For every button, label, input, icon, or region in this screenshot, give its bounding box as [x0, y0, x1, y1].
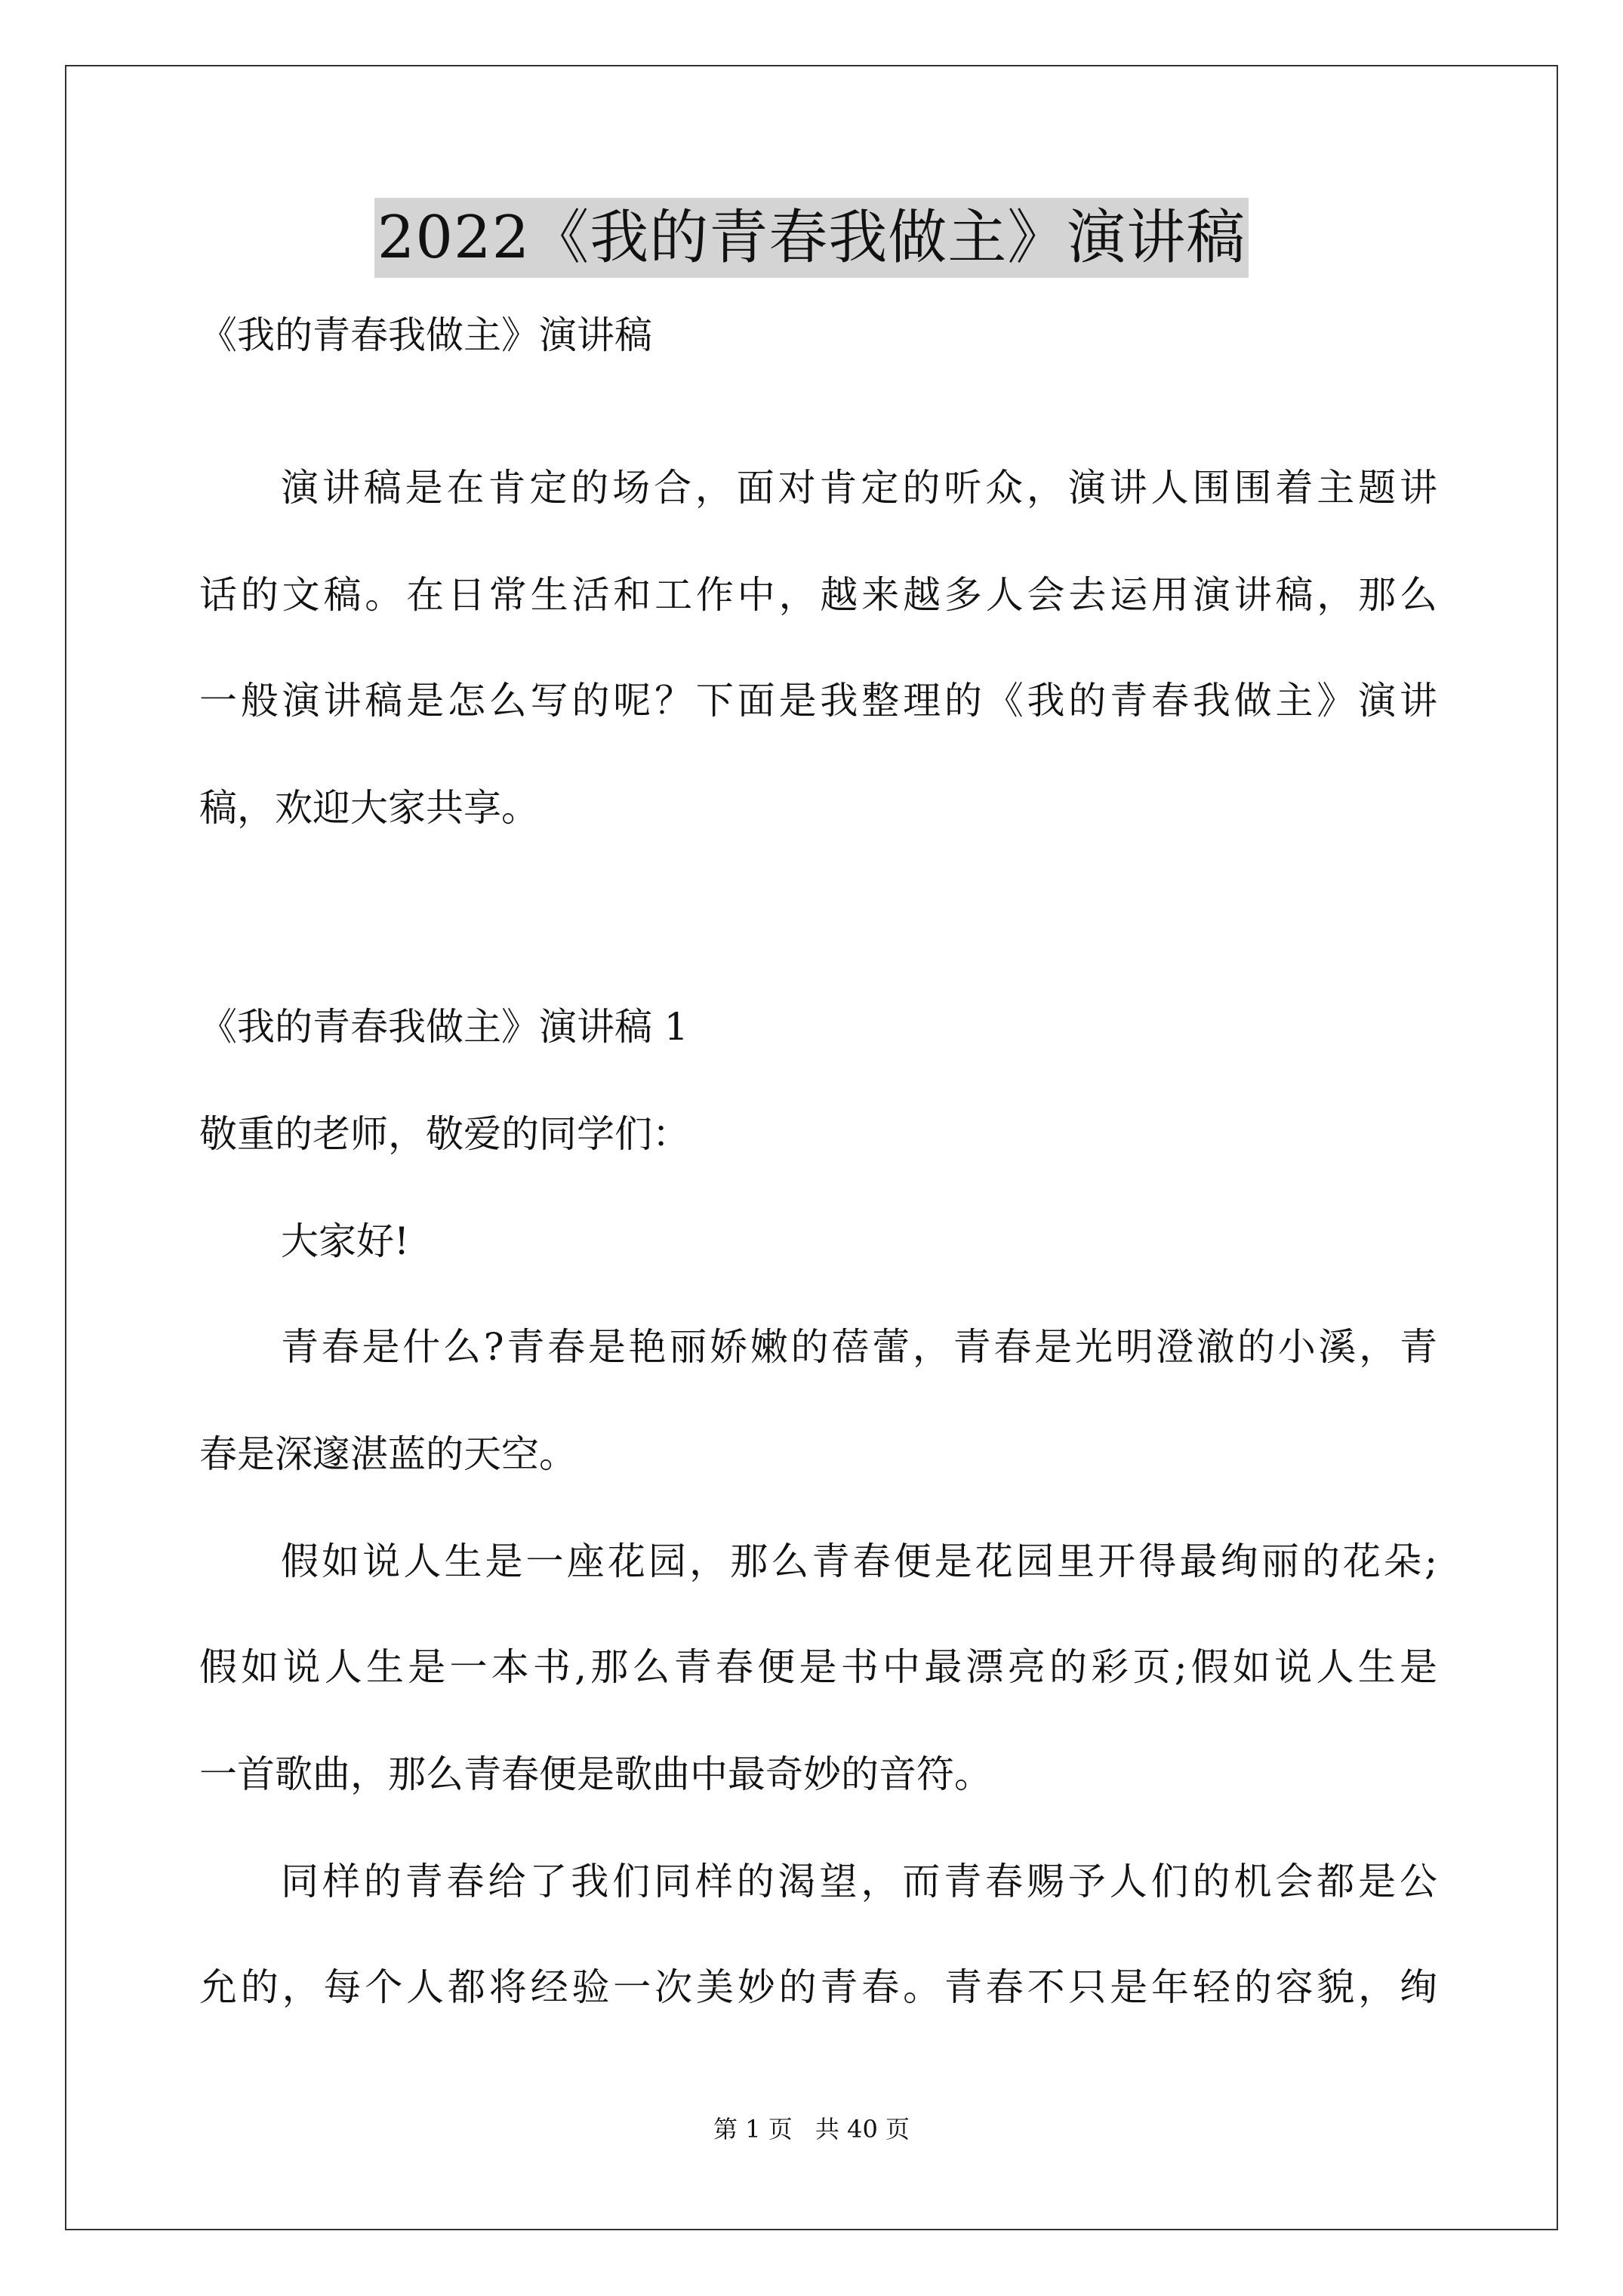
body-line: 同样的青春给了我们同样的渴望，而青春赐予人们的机会都是公 [281, 1860, 1437, 1903]
section-heading: 《我的青春我做主》演讲稿 1 [199, 1005, 688, 1049]
body-line: 青春是什么?青春是艳丽娇嫩的蓓蕾，青春是光明澄澈的小溪，青 [281, 1325, 1437, 1369]
page-number: 第 1 页 [713, 2115, 793, 2143]
body-line: 一般演讲稿是怎么写的呢？下面是我整理的《我的青春我做主》演讲 [199, 679, 1437, 723]
salutation-line: 敬重的老师，敬爱的同学们： [199, 1112, 690, 1156]
body-line: 一首歌曲，那么青春便是歌曲中最奇妙的音符。 [199, 1752, 992, 1796]
body-line: 话的文稿。在日常生活和工作中，越来越多人会去运用演讲稿，那么 [199, 573, 1437, 617]
title-block [0, 198, 1623, 278]
body-line: 演讲稿是在肯定的场合，面对肯定的听众，演讲人围围着主题讲 [281, 466, 1437, 510]
body-line: 假如说人生是一本书,那么青春便是书中最漂亮的彩页;假如说人生是 [199, 1645, 1437, 1689]
document-title: 2022《我的青春我做主》演讲稿 [374, 198, 1249, 278]
page-total: 共 40 页 [815, 2115, 910, 2143]
subtitle-line: 《我的青春我做主》演讲稿 [199, 313, 652, 357]
body-line: 假如说人生是一座花园，那么青春便是花园里开得最绚丽的花朵; [281, 1539, 1437, 1583]
body-line: 稿，欢迎大家共享。 [199, 786, 539, 830]
greeting-line: 大家好! [281, 1219, 410, 1263]
page-footer [0, 2114, 1623, 2144]
body-line: 允的，每个人都将经验一次美妙的青春。青春不只是年轻的容貌，绚 [199, 1965, 1437, 2009]
body-line: 春是深邃湛蓝的天空。 [199, 1432, 577, 1476]
